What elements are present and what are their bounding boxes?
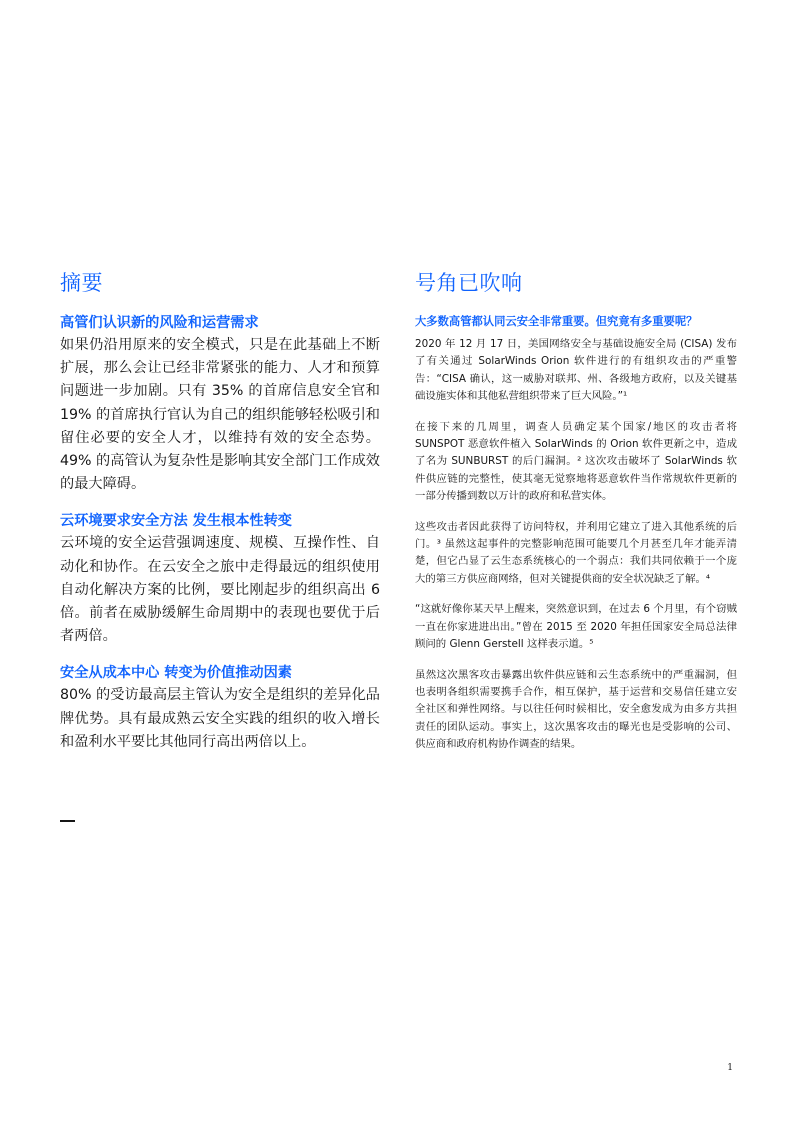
section-body-cloud: 云环境的安全运营强调速度、规模、互操作性、自动化和协作。在云安全之旅中走得最远的组织使用自动化解决方案的比例，要比刚起步的组织高出 6 倍。前者在威胁缓解生命周期中的表现也要优于后者两倍。 bbox=[60, 535, 380, 645]
section-divider-dash bbox=[60, 820, 75, 822]
right-column bbox=[415, 268, 737, 767]
section-body-value: 80% 的受访最高层主管认为安全是组织的差异化品牌优势。具有最成熟云安全实践的组织的收入增长和盈利水平要比其他同行高出两倍以上。 bbox=[60, 687, 380, 750]
paragraph-backdoor: 这些攻击者因此获得了访问特权，并利用它建立了进入其他系统的后门。³ 虽然这起事件的完整影响范围可能要几个月甚至几年才能弄清楚，但它凸显了云生态系统核心的一个弱点：我们共同依赖于一个庞大的第三方供应商网络，但对关键提供商的安全状况缺乏了解。⁴ bbox=[415, 520, 737, 585]
paragraph-cisa: 2020 年 12 月 17 日，美国网络安全与基础设施安全局 (CISA) 发布了有关通过 SolarWinds Orion 软件进行的有组织攻击的严重警告：“CISA 确认，这一威胁对联邦、州、各级地方政府，以及关键基础设施实体和其他私营组织带来了巨大风险。”¹ bbox=[415, 338, 737, 403]
paragraph-quote: “这就好像你某天早上醒来，突然意识到，在过去 6 个月里，有个窃贼一直在你家进进出出。”曾在 2015 至 2020 年担任国家安全局总法律顾问的 Glenn Gerstell 这样表示道。⁵ bbox=[415, 603, 737, 651]
section-title-cloud: 云环境要求安全方法 发生根本性转变 bbox=[60, 513, 292, 530]
left-column bbox=[60, 268, 380, 768]
paragraph-collaboration: 虽然这次黑客攻击暴露出软件供应链和云生态系统中的严重漏洞，但也表明各组织需要携手合作，相互保护，基于运营和交易信任建立安全社区和弹性网络。与以往任何时候相比，安全愈发成为由多方共担责任的团队运动。事实上，这次黑客攻击的曝光也是受影响的公司、供应商和政府机构协作调查的结果。 bbox=[415, 668, 737, 751]
clarion-call-heading: 号角已吹响 bbox=[415, 271, 523, 295]
clarion-subheading: 大多数高管都认同云安全非常重要。但究竟有多重要呢？ bbox=[415, 315, 698, 328]
section-title-risks: 高管们认识新的风险和运营需求 bbox=[60, 315, 259, 331]
section-body-risks: 如果仍沿用原来的安全模式，只是在此基础上不断扩展，那么会让已经非常紧张的能力、人才和预算问题进一步加剧。只有 35% 的首席信息安全官和 19% 的首席执行官认为自己的组织能够轻松吸引和留住必要的安全人才，以维持有效的安全态势。49% 的高管认为复杂性是影响其安全部门工作成效的最大障碍。 bbox=[60, 337, 380, 493]
paragraph-sunspot: 在接下来的几周里，调查人员确定某个国家/地区的攻击者将 SUNSPOT 恶意软件植入 SolarWinds 的 Orion 软件更新之中，造成了名为 SUNBURST 的后门漏洞。² 这次攻击破坏了 SolarWinds 软件供应链的完整性，使其毫无觉察地将恶意软件当作常规软件更新的一部分传播到数以万计的政府和私营实体。 bbox=[415, 420, 737, 503]
summary-heading: 摘要 bbox=[60, 271, 103, 295]
page-number: 1 bbox=[727, 1063, 733, 1073]
section-title-value: 安全从成本中心 转变为价值推动因素 bbox=[60, 665, 292, 682]
